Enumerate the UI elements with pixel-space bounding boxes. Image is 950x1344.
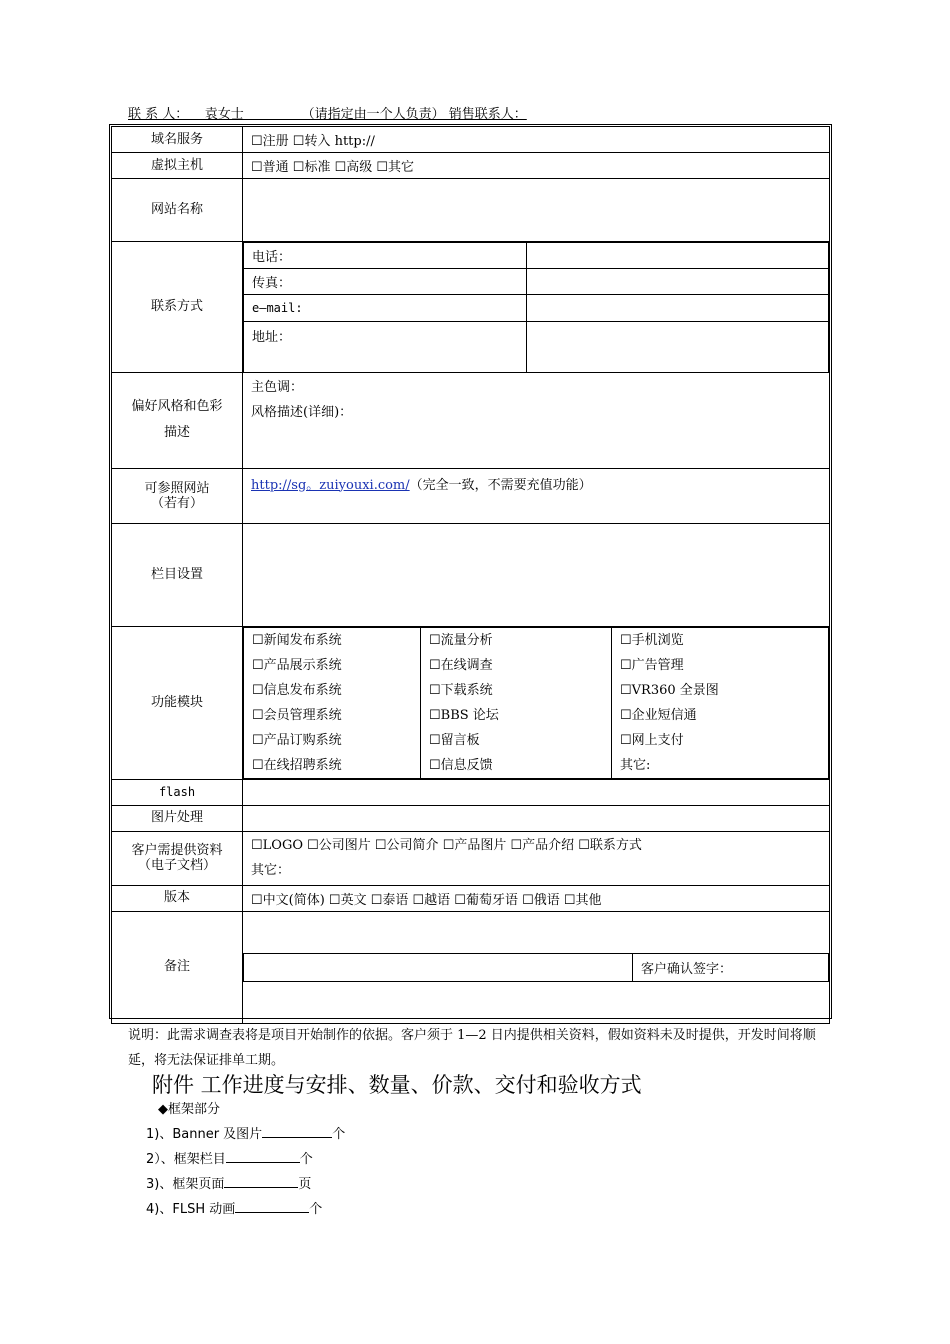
modules-col-2 xyxy=(421,627,612,778)
fax-field[interactable]: 传真： xyxy=(244,269,527,295)
style-description-field[interactable]: 风格描述(详细)： xyxy=(251,404,353,420)
row-reference xyxy=(112,468,830,523)
materials-options[interactable]: ☐LOGO ☐公司图片 ☐公司简介 ☐产品图片 ☐产品介绍 ☐联系方式 xyxy=(251,838,642,853)
fax-extra-field[interactable] xyxy=(527,269,829,295)
image-processing-field[interactable] xyxy=(243,805,830,831)
frame-section-label: ◆框架部分 xyxy=(158,1102,220,1117)
email-extra-field[interactable] xyxy=(527,295,829,322)
module-other-label: 其它: xyxy=(620,757,651,773)
row-modules xyxy=(112,626,830,779)
module-option[interactable]: ☐产品订购系统 xyxy=(252,732,342,748)
module-option[interactable]: ☐下载系统 xyxy=(429,682,493,698)
remarks-grid xyxy=(243,953,829,982)
modules-col-1 xyxy=(244,627,421,778)
modules-grid xyxy=(243,627,829,779)
row-version xyxy=(112,885,830,911)
attachment-item: 4)、FLSH 动画 个 xyxy=(146,1197,345,1222)
label-materials: 客户需提供资料 （电子文档） xyxy=(112,831,243,885)
attachment-title: 附件 工作进度与安排、数量、价款、交付和验收方式 xyxy=(152,1073,642,1097)
module-option[interactable]: ☐信息反馈 xyxy=(429,757,493,773)
row-image-processing xyxy=(112,805,830,831)
module-option[interactable]: ☐企业短信通 xyxy=(620,707,697,723)
attachment-item: 1)、Banner 及图片 个 xyxy=(146,1122,345,1147)
reference-url-link[interactable]: http://sg。zuiyouxi.com/ xyxy=(251,477,410,493)
version-options[interactable]: ☐中文(简体) ☐英文 ☐泰语 ☐越语 ☐葡萄牙语 ☐俄语 ☐其他 xyxy=(243,885,830,911)
materials-other[interactable]: 其它： xyxy=(251,863,291,878)
requirements-form xyxy=(111,126,830,1024)
label-contact-method: 联系方式 xyxy=(112,242,243,373)
module-option[interactable]: ☐留言板 xyxy=(429,732,480,748)
module-option[interactable]: ☐在线调查 xyxy=(429,657,493,673)
label-flash: flash xyxy=(112,779,243,805)
phone-field[interactable]: 电话： xyxy=(244,243,527,269)
label-remarks: 备注 xyxy=(112,911,243,1023)
row-columns xyxy=(112,523,830,626)
label-site-name: 网站名称 xyxy=(112,179,243,242)
label-domain-service: 域名服务 xyxy=(112,127,243,153)
site-name-field[interactable] xyxy=(243,179,830,242)
module-option[interactable]: ☐流量分析 xyxy=(429,632,493,648)
blank-field[interactable] xyxy=(262,1123,332,1138)
address-field[interactable]: 地址： xyxy=(244,322,527,372)
blank-field[interactable] xyxy=(235,1198,309,1213)
row-materials xyxy=(112,831,830,885)
module-option[interactable]: ☐在线招聘系统 xyxy=(252,757,342,773)
module-option[interactable]: ☐手机浏览 xyxy=(620,632,684,648)
contact-line: 联 系 人： 袁女士 （请指定由一个人负责） 销售联系人： xyxy=(128,107,527,122)
blank-field[interactable] xyxy=(226,1148,300,1163)
label-virtual-host: 虚拟主机 xyxy=(112,153,243,179)
row-contact-method xyxy=(112,242,830,373)
attachment-items xyxy=(146,1122,345,1222)
modules-col-3 xyxy=(612,627,829,778)
blank-field[interactable] xyxy=(224,1173,298,1188)
customer-signature-field[interactable]: 客户确认签字： xyxy=(633,953,829,981)
reference-note: （完全一致，不需要充值功能） xyxy=(409,477,592,493)
virtual-host-options[interactable]: ☐普通 ☐标准 ☐高级 ☐其它 xyxy=(243,153,830,179)
module-option[interactable]: ☐会员管理系统 xyxy=(252,707,342,723)
flash-field[interactable] xyxy=(243,779,830,805)
main-color-field[interactable]: 主色调： xyxy=(251,379,304,395)
instruction-note: 说明：此需求调查表将是项目开始制作的依据。客户须于 1—2 日内提供相关资料，假如资料未及时提供，开发时间将顺延，将无法保证排单工期。 xyxy=(128,1028,816,1068)
attachment-item: 3)、框架页面 页 xyxy=(146,1172,345,1197)
address-extra-field[interactable] xyxy=(527,322,829,372)
module-option[interactable]: ☐新闻发布系统 xyxy=(252,632,342,648)
module-option[interactable]: ☐广告管理 xyxy=(620,657,684,673)
row-site-name xyxy=(112,179,830,242)
label-modules: 功能模块 xyxy=(112,626,243,779)
email-field[interactable]: e—mail: xyxy=(244,295,527,322)
remarks-field[interactable] xyxy=(244,953,633,981)
module-option[interactable]: ☐网上支付 xyxy=(620,732,684,748)
phone-extra-field[interactable] xyxy=(527,243,829,269)
row-style xyxy=(112,372,830,468)
row-remarks xyxy=(112,911,830,1023)
label-style: 偏好风格和色彩 描述 xyxy=(112,372,243,468)
row-domain-service xyxy=(112,127,830,153)
label-reference: 可参照网站 （若有） xyxy=(112,468,243,523)
columns-field[interactable] xyxy=(243,523,830,626)
domain-service-options[interactable]: ☐注册 ☐转入 http:// xyxy=(243,127,830,153)
label-image-processing: 图片处理 xyxy=(112,805,243,831)
module-option[interactable]: ☐产品展示系统 xyxy=(252,657,342,673)
module-option[interactable]: ☐信息发布系统 xyxy=(252,682,342,698)
label-columns: 栏目设置 xyxy=(112,523,243,626)
row-flash xyxy=(112,779,830,805)
label-version: 版本 xyxy=(112,885,243,911)
contact-subtable xyxy=(243,242,829,372)
module-option[interactable]: ☐VR360 全景图 xyxy=(620,682,719,698)
module-option[interactable]: ☐BBS 论坛 xyxy=(429,707,499,723)
row-virtual-host xyxy=(112,153,830,179)
attachment-item: 2）、框架栏目 个 xyxy=(146,1147,345,1172)
